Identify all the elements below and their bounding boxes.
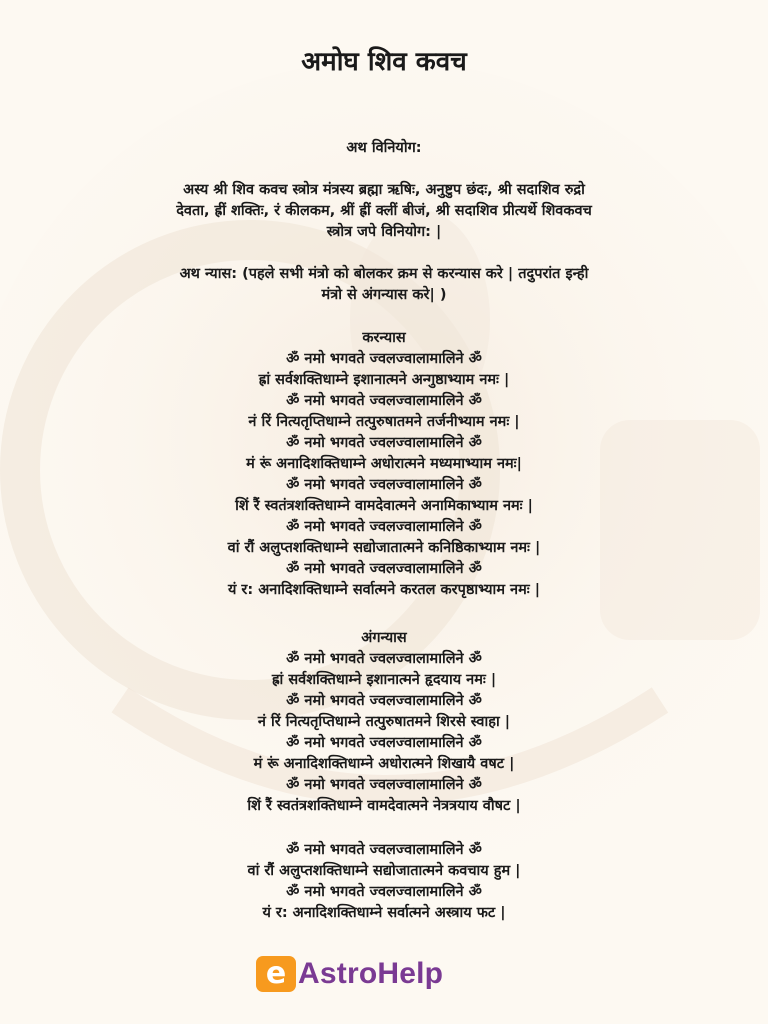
mantra-line: ह्रां सर्वशक्तिधाम्ने इशानात्मने हृदयाय नमः | bbox=[271, 672, 497, 688]
mantra-line: ॐ नमो भगवते ज्वलज्वालामालिने ॐ bbox=[286, 842, 482, 858]
viniyog-heading: अथ विनियोग: bbox=[346, 140, 422, 156]
anganyas-section-continued bbox=[40, 840, 728, 924]
mantra-line: ह्रां सर्वशक्तिधाम्ने इशानात्मने अन्गुष्ठाभ्याम नमः | bbox=[258, 372, 510, 388]
text-line: अथ न्यास: (पहले सभी मंत्रो को बोलकर क्रम से करन्यास करे | तदुपरांत इन्ही bbox=[179, 266, 589, 282]
mantra-line: ॐ नमो भगवते ज्वलज्वालामालिने ॐ bbox=[286, 351, 482, 367]
mantra-line: शिं रैं स्वतंत्रशक्तिधाम्ने वामदेवात्मने अनामिकाभ्याम नमः | bbox=[235, 498, 533, 514]
mantra-line: शिं रैं स्वतंत्रशक्तिधाम्ने वामदेवात्मने नेत्रत्रयाय वौषट | bbox=[247, 798, 521, 814]
page-title: अमोघ शिव कवच bbox=[301, 47, 467, 77]
nyas-paragraph bbox=[40, 264, 728, 306]
mantra-line: मं रूं अनादिशक्तिधाम्ने अधोरात्मने मध्यमाभ्याम नमः| bbox=[246, 456, 522, 472]
mantra-line: नं रिं नित्यतृप्तिधाम्ने तत्पुरुषातमने तर्जनीभ्याम नमः | bbox=[248, 414, 520, 430]
text-line: देवता, ह्रीं शक्तिः, रं कीलकम, श्रीं ह्रीं क्लीं बीजं, श्री सदाशिव प्रीत्यर्थे शिवकवच bbox=[176, 203, 592, 219]
mantra-line: ॐ नमो भगवते ज्वलज्वालामालिने ॐ bbox=[286, 393, 482, 409]
mantra-line: ॐ नमो भगवते ज्वलज्वालामालिने ॐ bbox=[286, 735, 482, 751]
section-heading: करन्यास bbox=[362, 330, 406, 346]
logo-mark-icon: e bbox=[256, 956, 296, 992]
mantra-line: ॐ नमो भगवते ज्वलज्वालामालिने ॐ bbox=[286, 884, 482, 900]
mantra-line: ॐ नमो भगवते ज्वलज्वालामालिने ॐ bbox=[286, 435, 482, 451]
mantra-line: ॐ नमो भगवते ज्वलज्वालामालिने ॐ bbox=[286, 651, 482, 667]
mantra-line: वां रौं अलुप्तशक्तिधाम्ने सद्योजातात्मने कनिष्ठिकाभ्याम नमः | bbox=[227, 540, 541, 556]
text-line: मंत्रो से अंगन्यास करे| ) bbox=[321, 287, 447, 303]
mantra-line: ॐ नमो भगवते ज्वलज्वालामालिने ॐ bbox=[286, 693, 482, 709]
viniyog-paragraph bbox=[40, 180, 728, 243]
mantra-line: वां रौं अलुप्तशक्तिधाम्ने सद्योजातात्मने कवचाय हुम | bbox=[247, 863, 521, 879]
mantra-line: नं रिं नित्यतृप्तिधाम्ने तत्पुरुषातमने शिरसे स्वाहा | bbox=[257, 714, 511, 730]
logo-text: AstroHelp bbox=[298, 957, 444, 990]
mantra-line: मं रूं अनादिशक्तिधाम्ने अधोरात्मने शिखायै वषट | bbox=[253, 756, 515, 772]
karanyas-section bbox=[40, 328, 728, 601]
mantra-line: यं र: अनादिशक्तिधाम्ने सर्वात्मने अस्त्राय फट | bbox=[262, 905, 506, 921]
text-line: स्त्रोत्र जपे विनियोग: | bbox=[326, 224, 442, 240]
anganyas-section bbox=[40, 628, 728, 817]
astrohelp-logo bbox=[256, 954, 443, 994]
mantra-line: ॐ नमो भगवते ज्वलज्वालामालिने ॐ bbox=[286, 561, 482, 577]
section-heading: अंगन्यास bbox=[361, 630, 407, 646]
mantra-line: ॐ नमो भगवते ज्वलज्वालामालिने ॐ bbox=[286, 477, 482, 493]
mantra-line: ॐ नमो भगवते ज्वलज्वालामालिने ॐ bbox=[286, 519, 482, 535]
mantra-line: यं र: अनादिशक्तिधाम्ने सर्वात्मने करतल करपृष्ठाभ्याम नमः | bbox=[227, 582, 541, 598]
text-line: अस्य श्री शिव कवच स्त्रोत्र मंत्रस्य ब्रह्मा ऋषिः, अनुष्टुप छंदः, श्री सदाशिव रुद्रो bbox=[183, 182, 585, 198]
mantra-line: ॐ नमो भगवते ज्वलज्वालामालिने ॐ bbox=[286, 777, 482, 793]
